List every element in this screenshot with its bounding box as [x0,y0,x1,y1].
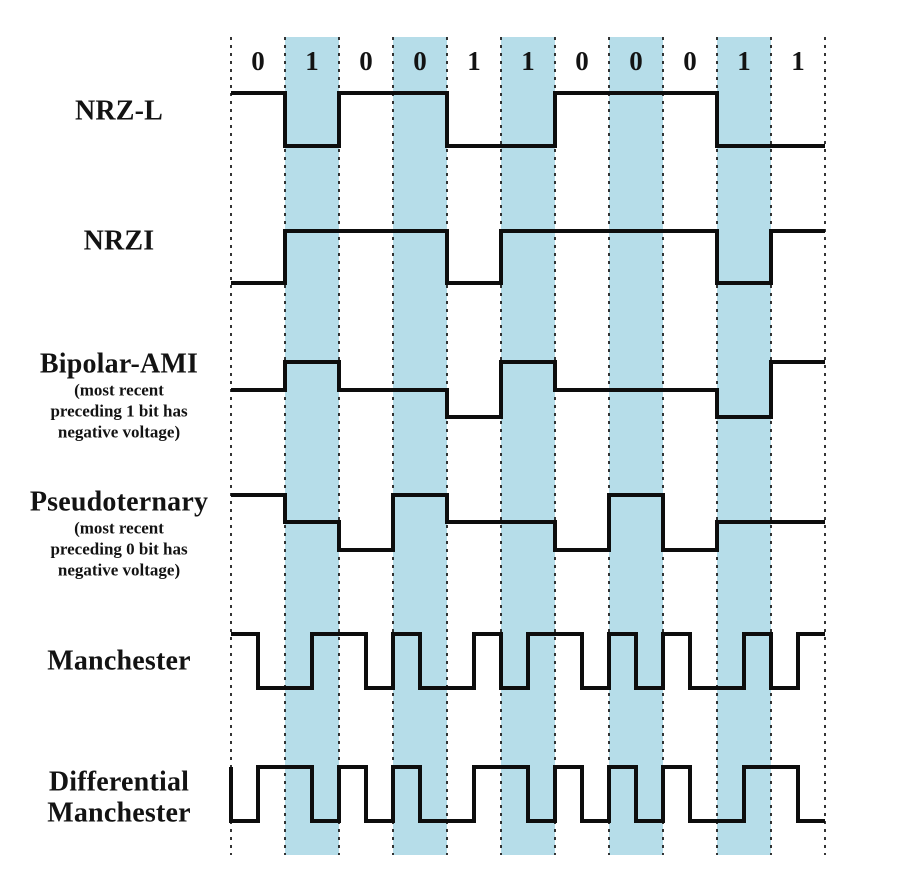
bit-label: 0 [629,46,643,76]
bit-label: 0 [575,46,589,76]
row-label-nrzi: NRZI [83,225,155,257]
highlight-band [609,37,663,855]
highlight-band [285,37,339,855]
bit-label: 0 [359,46,373,76]
row-sublabel-bipolar-ami: preceding 1 bit has [50,401,188,421]
row-sublabel-pseudoternary: preceding 0 bit has [50,539,188,559]
highlight-band [393,37,447,855]
row-label-bipolar-ami: Bipolar-AMI [39,348,199,380]
bit-label: 0 [413,46,427,76]
highlight-band [717,37,771,855]
bit-label: 1 [521,46,535,76]
bit-label: 1 [467,46,481,76]
bit-label: 0 [683,46,697,76]
bit-label: 1 [791,46,805,76]
row-sublabel-pseudoternary: (most recent [74,518,164,538]
row-label-differential-manchester: Manchester [47,797,191,829]
row-label-manchester: Manchester [47,645,191,677]
bit-label: 0 [251,46,265,76]
row-label-pseudoternary: Pseudoternary [29,486,209,518]
highlight-band [501,37,555,855]
bit-label: 1 [737,46,751,76]
row-label-nrz-l: NRZ-L [74,95,164,127]
bit-label: 1 [305,46,319,76]
row-sublabel-bipolar-ami: (most recent [74,380,164,400]
row-sublabel-bipolar-ami: negative voltage) [57,422,181,442]
row-sublabel-pseudoternary: negative voltage) [57,560,181,580]
row-label-differential-manchester: Differential [48,766,190,798]
